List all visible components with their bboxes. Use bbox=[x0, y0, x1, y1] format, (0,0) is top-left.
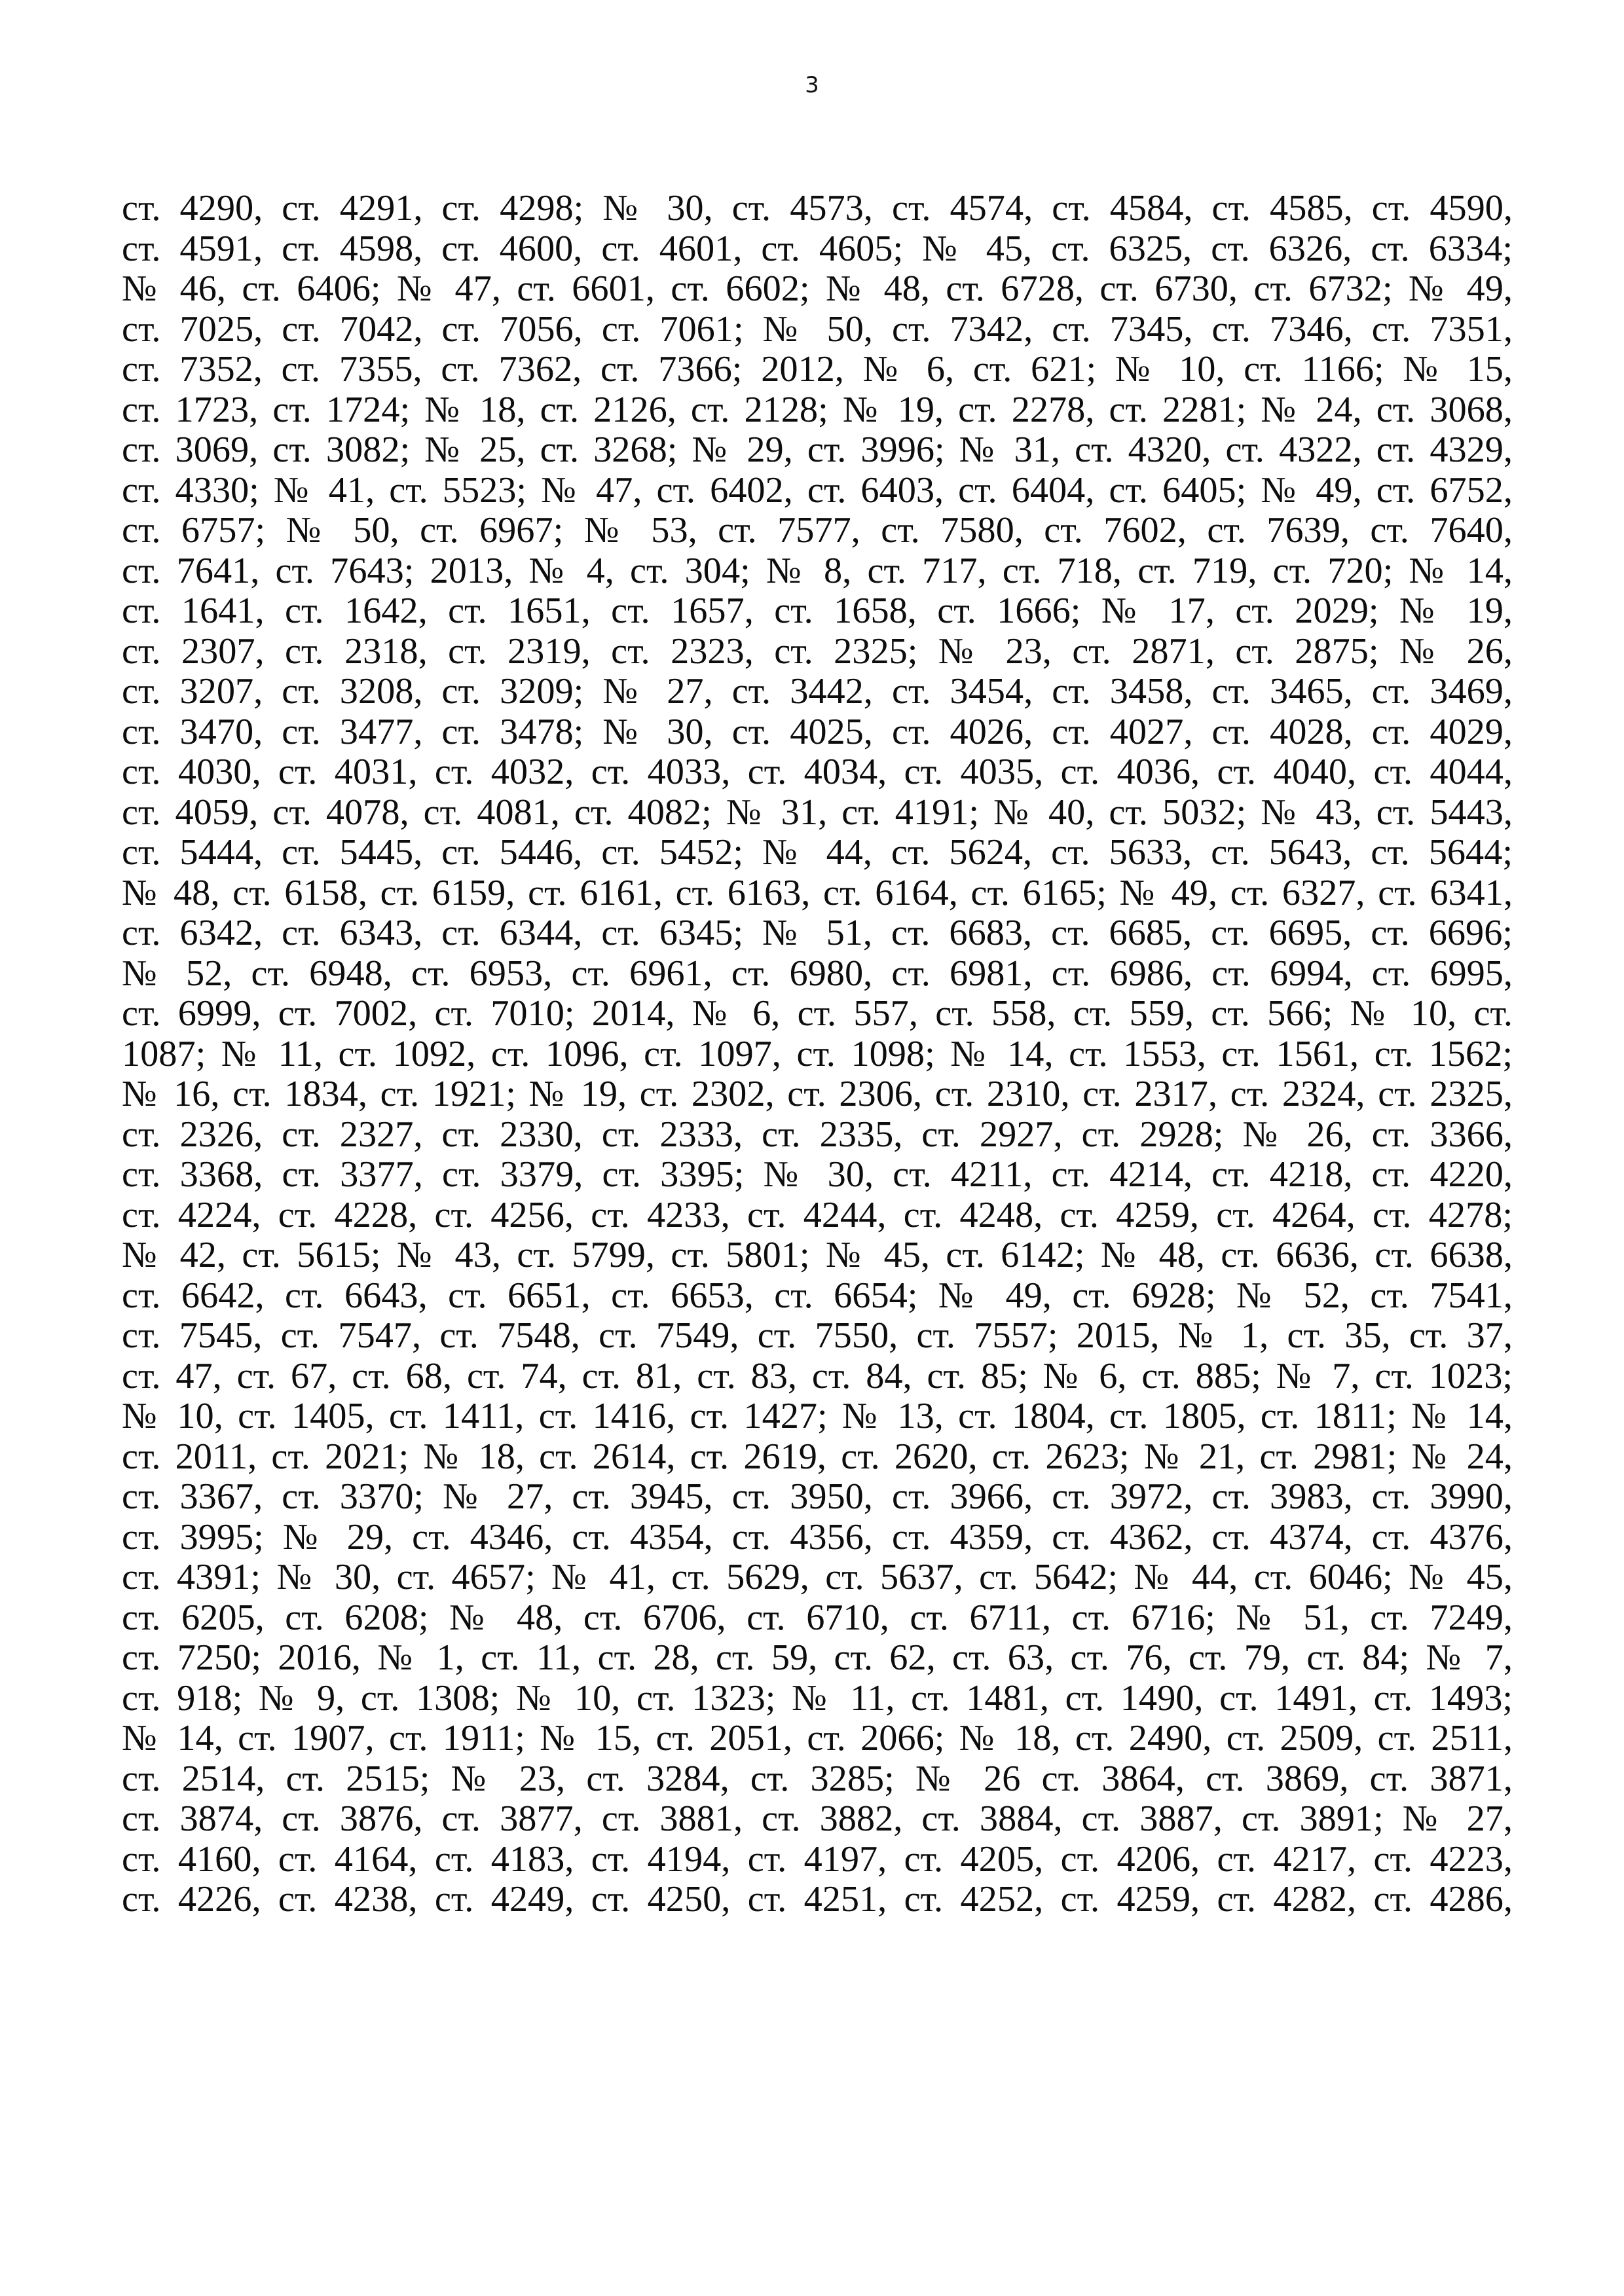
text-line: ст. 5444, ст. 5445, ст. 5446, ст. 5452; № 44, ст. 5624, ст. 5633, ст. 5643, ст. 5644; bbox=[122, 832, 1513, 873]
text-line: № 16, ст. 1834, ст. 1921; № 19, ст. 2302, ст. 2306, ст. 2310, ст. 2317, ст. 2324, ст. 2325, bbox=[122, 1074, 1513, 1114]
text-line: ст. 7545, ст. 7547, ст. 7548, ст. 7549, ст. 7550, ст. 7557; 2015, № 1, ст. 35, ст. 37, bbox=[122, 1315, 1513, 1356]
text-line: ст. 3069, ст. 3082; № 25, ст. 3268; № 29, ст. 3996; № 31, ст. 4320, ст. 4322, ст. 4329, bbox=[122, 429, 1513, 470]
text-line: ст. 6642, ст. 6643, ст. 6651, ст. 6653, ст. 6654; № 49, ст. 6928; № 52, ст. 7541, bbox=[122, 1275, 1513, 1316]
text-line: ст. 2307, ст. 2318, ст. 2319, ст. 2323, ст. 2325; № 23, ст. 2871, ст. 2875; № 26, bbox=[122, 630, 1513, 672]
text-line: ст. 3367, ст. 3370; № 27, ст. 3945, ст. 3950, ст. 3966, ст. 3972, ст. 3983, ст. 3990, bbox=[122, 1476, 1513, 1517]
text-line: ст. 4059, ст. 4078, ст. 4081, ст. 4082; № 31, ст. 4191; № 40, ст. 5032; № 43, ст. 5443, bbox=[122, 792, 1513, 833]
text-line: ст. 2514, ст. 2515; № 23, ст. 3284, ст. 3285; № 26 ст. 3864, ст. 3869, ст. 3871, bbox=[122, 1758, 1513, 1799]
text-line: ст. 3874, ст. 3876, ст. 3877, ст. 3881, ст. 3882, ст. 3884, ст. 3887, ст. 3891; № 27, bbox=[122, 1798, 1513, 1839]
text-line: ст. 3368, ст. 3377, ст. 3379, ст. 3395; № 30, ст. 4211, ст. 4214, ст. 4218, ст. 4220, bbox=[122, 1154, 1513, 1195]
text-line: ст. 4391; № 30, ст. 4657; № 41, ст. 5629, ст. 5637, ст. 5642; № 44, ст. 6046; № 45, bbox=[122, 1557, 1513, 1597]
text-line: ст. 4330; № 41, ст. 5523; № 47, ст. 6402, ст. 6403, ст. 6404, ст. 6405; № 49, ст. 6752, bbox=[122, 469, 1513, 511]
text-line: ст. 1641, ст. 1642, ст. 1651, ст. 1657, ст. 1658, ст. 1666; № 17, ст. 2029; № 19, bbox=[122, 591, 1513, 631]
text-line: ст. 918; № 9, ст. 1308; № 10, ст. 1323; № 11, ст. 1481, ст. 1490, ст. 1491, ст. 1493; bbox=[122, 1677, 1513, 1719]
text-line: ст. 3995; № 29, ст. 4346, ст. 4354, ст. 4356, ст. 4359, ст. 4362, ст. 4374, ст. 4376, bbox=[122, 1516, 1513, 1558]
text-line: ст. 6999, ст. 7002, ст. 7010; 2014, № 6, ст. 557, ст. 558, ст. 559, ст. 566; № 10, ст. bbox=[122, 993, 1513, 1034]
text-line: ст. 1723, ст. 1724; № 18, ст. 2126, ст. 2128; № 19, ст. 2278, ст. 2281; № 24, ст. 3068, bbox=[122, 389, 1513, 430]
text-line: ст. 4290, ст. 4291, ст. 4298; № 30, ст. 4573, ст. 4574, ст. 4584, ст. 4585, ст. 4590, bbox=[122, 188, 1513, 228]
text-line: ст. 4030, ст. 4031, ст. 4032, ст. 4033, ст. 4034, ст. 4035, ст. 4036, ст. 4040, ст. 4044, bbox=[122, 752, 1513, 792]
text-line: ст. 7352, ст. 7355, ст. 7362, ст. 7366; 2012, № 6, ст. 621; № 10, ст. 1166; № 15, bbox=[122, 349, 1513, 390]
text-line: 1087; № 11, ст. 1092, ст. 1096, ст. 1097, ст. 1098; № 14, ст. 1553, ст. 1561, ст. 1562; bbox=[122, 1033, 1513, 1074]
citation-paragraph bbox=[122, 189, 1513, 1920]
text-line: № 14, ст. 1907, ст. 1911; № 15, ст. 2051, ст. 2066; № 18, ст. 2490, ст. 2509, ст. 2511, bbox=[122, 1718, 1513, 1758]
text-line: ст. 4224, ст. 4228, ст. 4256, ст. 4233, ст. 4244, ст. 4248, ст. 4259, ст. 4264, ст. 4278; bbox=[122, 1194, 1513, 1235]
text-line: ст. 4591, ст. 4598, ст. 4600, ст. 4601, ст. 4605; № 45, ст. 6325, ст. 6326, ст. 6334; bbox=[122, 228, 1513, 269]
text-line: № 48, ст. 6158, ст. 6159, ст. 6161, ст. 6163, ст. 6164, ст. 6165; № 49, ст. 6327, ст. 6341, bbox=[122, 872, 1513, 913]
page-number: 3 bbox=[805, 72, 819, 98]
text-line: ст. 6342, ст. 6343, ст. 6344, ст. 6345; № 51, ст. 6683, ст. 6685, ст. 6695, ст. 6696; bbox=[122, 913, 1513, 953]
text-line: ст. 3207, ст. 3208, ст. 3209; № 27, ст. 3442, ст. 3454, ст. 3458, ст. 3465, ст. 3469, bbox=[122, 671, 1513, 712]
text-line: ст. 7250; 2016, № 1, ст. 11, ст. 28, ст. 59, ст. 62, ст. 63, ст. 76, ст. 79, ст. 84; № 7, bbox=[122, 1637, 1513, 1678]
text-line: ст. 3470, ст. 3477, ст. 3478; № 30, ст. 4025, ст. 4026, ст. 4027, ст. 4028, ст. 4029, bbox=[122, 711, 1513, 752]
text-line: ст. 47, ст. 67, ст. 68, ст. 74, ст. 81, ст. 83, ст. 84, ст. 85; № 6, ст. 885; № 7, ст. 1023; bbox=[122, 1355, 1513, 1396]
text-line: ст. 7641, ст. 7643; 2013, № 4, ст. 304; № 8, ст. 717, ст. 718, ст. 719, ст. 720; № 14, bbox=[122, 550, 1513, 591]
text-line: ст. 7025, ст. 7042, ст. 7056, ст. 7061; № 50, ст. 7342, ст. 7345, ст. 7346, ст. 7351, bbox=[122, 308, 1513, 350]
text-line: № 46, ст. 6406; № 47, ст. 6601, ст. 6602; № 48, ст. 6728, ст. 6730, ст. 6732; № 49, bbox=[122, 268, 1513, 309]
text-line: ст. 4226, ст. 4238, ст. 4249, ст. 4250, ст. 4251, ст. 4252, ст. 4259, ст. 4282, ст. 4286, bbox=[122, 1879, 1513, 1920]
text-line: ст. 4160, ст. 4164, ст. 4183, ст. 4194, ст. 4197, ст. 4205, ст. 4206, ст. 4217, ст. 4223, bbox=[122, 1838, 1513, 1880]
text-line: ст. 2326, ст. 2327, ст. 2330, ст. 2333, ст. 2335, ст. 2927, ст. 2928; № 26, ст. 3366, bbox=[122, 1114, 1513, 1155]
text-line: ст. 6757; № 50, ст. 6967; № 53, ст. 7577, ст. 7580, ст. 7602, ст. 7639, ст. 7640, bbox=[122, 510, 1513, 551]
text-line: ст. 6205, ст. 6208; № 48, ст. 6706, ст. 6710, ст. 6711, ст. 6716; № 51, ст. 7249, bbox=[122, 1597, 1513, 1638]
text-line: № 42, ст. 5615; № 43, ст. 5799, ст. 5801; № 45, ст. 6142; № 48, ст. 6636, ст. 6638, bbox=[122, 1235, 1513, 1275]
text-line: № 10, ст. 1405, ст. 1411, ст. 1416, ст. 1427; № 13, ст. 1804, ст. 1805, ст. 1811; № 14, bbox=[122, 1396, 1513, 1436]
text-line: № 52, ст. 6948, ст. 6953, ст. 6961, ст. 6980, ст. 6981, ст. 6986, ст. 6994, ст. 6995, bbox=[122, 953, 1513, 994]
text-line: ст. 2011, ст. 2021; № 18, ст. 2614, ст. 2619, ст. 2620, ст. 2623; № 21, ст. 2981; № 24, bbox=[122, 1436, 1513, 1477]
